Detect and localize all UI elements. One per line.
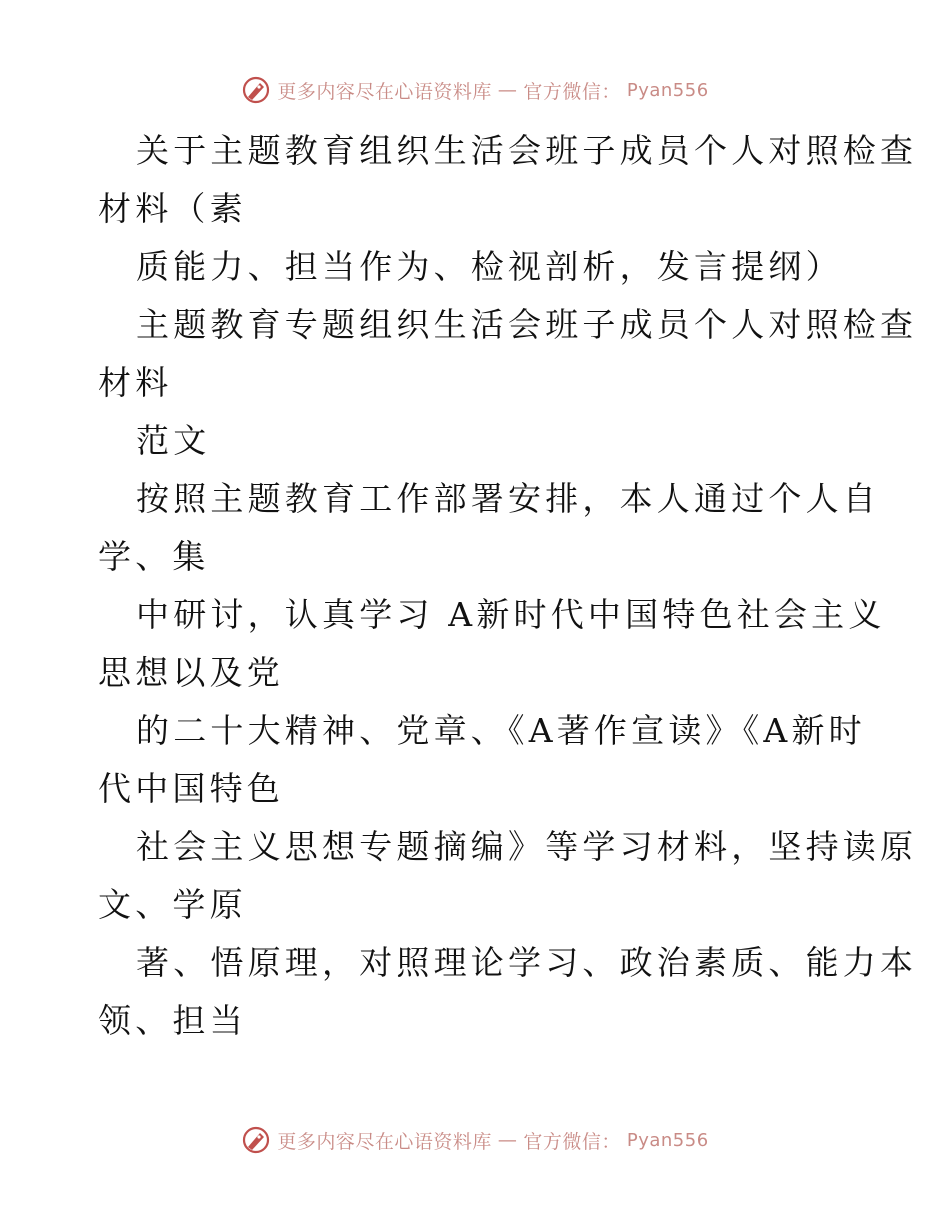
watermark-site-text: 更多内容尽在心语资料库	[277, 1130, 492, 1153]
text-line: 思想以及党	[98, 653, 284, 692]
text-line: 按照主题教育工作部署安排，本人通过个人自	[136, 479, 880, 518]
text-line: 中研讨，认真学习 A新时代中国特色社会主义	[136, 595, 886, 634]
text-line: 主题教育专题组织生活会班子成员个人对照检查	[136, 305, 918, 344]
text-line: 质能力、担当作为、检视剖析，发言提纲）	[136, 247, 843, 286]
document-body	[98, 122, 918, 1050]
watermark-wechat-label: 官方微信：	[523, 1130, 621, 1153]
text-line: 文、学原	[98, 885, 247, 924]
watermark-separator: —	[497, 1129, 518, 1151]
watermark-wechat-id: Pyan556	[626, 1129, 709, 1151]
text-line: 材料	[98, 363, 173, 402]
text-line: 社会主义思想专题摘编》等学习材料，坚持读原	[136, 827, 918, 866]
text-line: 著、悟原理，对照理论学习、政治素质、能力本	[136, 943, 918, 982]
footer-watermark	[0, 1120, 950, 1160]
watermark-wechat-label: 官方微信：	[523, 80, 621, 103]
pen-nib-logo-icon	[241, 1125, 271, 1155]
text-line: 领、担当	[98, 1001, 247, 1040]
text-line: 代中国特色	[98, 769, 284, 808]
watermark-separator: —	[497, 79, 518, 101]
pen-nib-logo-icon	[241, 75, 271, 105]
watermark-wechat-id: Pyan556	[626, 79, 709, 101]
text-line: 范文	[136, 421, 211, 460]
text-line: 的二十大精神、党章、《A著作宣读》《A新时	[136, 711, 866, 750]
text-line: 关于主题教育组织生活会班子成员个人对照检查	[136, 131, 918, 170]
header-watermark	[0, 70, 950, 110]
text-line: 材料（素	[98, 189, 247, 228]
watermark-site-text: 更多内容尽在心语资料库	[277, 80, 492, 103]
text-line: 学、集	[98, 537, 210, 576]
